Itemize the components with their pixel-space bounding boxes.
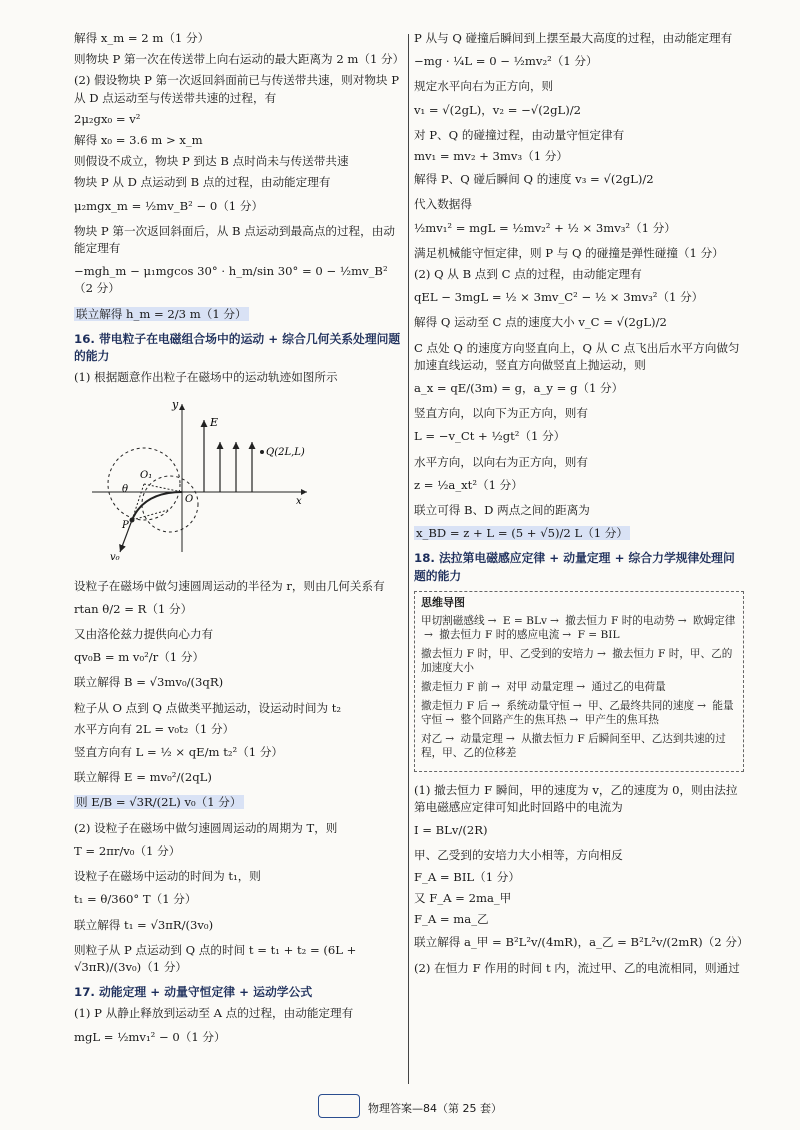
arrow-icon: → <box>491 680 500 693</box>
equation: 解得 Q 运动至 C 点的速度大小 v_C = √(2gL)/2 <box>414 315 667 330</box>
diagram-label: O <box>185 494 194 506</box>
mm-node: 撤走恒力 F 后 <box>421 699 489 712</box>
equation: 2μ₂gx₀ = v² <box>74 111 141 126</box>
diagram-label: E <box>210 416 219 430</box>
mm-node: E = BLv <box>502 614 547 627</box>
equation: F_A = ma_乙 <box>414 912 489 927</box>
text-line: 则物块 P 第一次在传送带上向右运动的最大距离为 2 m（1 分） <box>74 52 405 67</box>
text-line: 对 P、Q 的碰撞过程，由动量守恒定律有 <box>414 127 625 142</box>
equation: a_x = qE/(3m) = g，a_y = g（1 分） <box>414 381 624 396</box>
arrow-icon: → <box>505 732 515 745</box>
mm-node: 能量守恒 <box>421 699 734 726</box>
arrow-icon: → <box>569 713 579 726</box>
mind-map-row <box>421 614 737 642</box>
arrow-icon: → <box>549 614 559 627</box>
highlight: 联立解得 h_m = 2/3 m（1 分） <box>76 306 247 321</box>
equation: 联立解得 t₁ = √3πR/(3v₀) <box>74 917 214 932</box>
mm-node: 系统动量守恒 <box>506 699 570 712</box>
text-line: 规定水平向右为正方向，则 <box>414 79 554 94</box>
mm-node: 甲产生的焦耳热 <box>584 713 659 726</box>
arrow-icon: → <box>677 614 687 627</box>
text-line: 物块 P 第一次返回斜面后，从 B 点运动到最高点的过程，由动能定理有 <box>74 223 395 256</box>
text-line: P 从与 Q 碰撞后瞬间到上摆至最大高度的过程，由动能定理有 <box>414 31 733 45</box>
mm-node: 对乙 <box>421 732 443 745</box>
highlight: 则 E/B = √3R/(2L) v₀（1 分） <box>76 795 242 810</box>
mind-map-row <box>421 647 737 675</box>
publisher-logo <box>318 1094 360 1118</box>
diagram-label: Q(2L,L) <box>266 447 305 459</box>
diagram-label: O₁ <box>140 470 153 482</box>
equation: F_A = BIL（1 分） <box>414 869 520 884</box>
mm-node: 通过乙的电荷量 <box>591 680 666 693</box>
text-line: (2) Q 从 B 点到 C 点的过程，由动能定理有 <box>414 267 642 282</box>
text-line: (2) 设粒子在磁场中做匀速圆周运动的周期为 T，则 <box>74 820 338 835</box>
question-heading: 17. 动能定理 + 动量守恒定律 + 运动学公式 <box>74 985 313 1000</box>
equation: z = ½a_xt²（1 分） <box>414 477 523 492</box>
diagram-label: y <box>172 398 179 412</box>
text-line: 解得 x_m = 2 m（1 分） <box>74 31 210 45</box>
equation: ½mv₁² = mgL = ½mv₂² + ½ × 3mv₃²（1 分） <box>414 220 676 235</box>
text-line: 又由洛伦兹力提供向心力有 <box>74 627 214 642</box>
page-footer: 物理答案—84（第 25 套） <box>368 1102 502 1115</box>
diagram-label: P <box>122 520 129 532</box>
right-column <box>414 30 749 981</box>
mm-node: 动量定理 <box>460 732 503 745</box>
text-line: 水平方向有 2L = v₀t₂（1 分） <box>74 721 235 736</box>
equation: mgL = ½mv₁² − 0（1 分） <box>74 1029 226 1044</box>
trajectory-svg <box>82 392 312 562</box>
diagram-label: v₀ <box>110 552 120 563</box>
equation: T = 2πr/v₀（1 分） <box>74 843 181 858</box>
question-heading: 16. 带电粒子在电磁组合场中的运动 + 综合几何关系处理问题的能力 <box>74 331 401 364</box>
text-line: 甲、乙受到的安培力大小相等，方向相反 <box>414 848 623 863</box>
equation: 联立解得 E = mv₀²/(2qL) <box>74 770 212 785</box>
arrow-icon: → <box>487 614 497 627</box>
equation: 解得 P、Q 碰后瞬间 Q 的速度 v₃ = √(2gL)/2 <box>414 172 654 187</box>
equation: qEL − 3mgL = ½ × 3mv_C² − ½ × 3mv₃²（1 分） <box>414 290 704 305</box>
arrow-icon: → <box>445 713 455 726</box>
text-line: (1) 撤去恒力 F 瞬间，甲的速度为 v，乙的速度为 0，则由法拉第电磁感应定律可知此时回路中的电流为 <box>414 782 738 815</box>
mm-node: 甲、乙最终共同的速度 <box>588 699 695 712</box>
mm-node: F = BIL <box>577 628 620 641</box>
mm-node: 从撤去恒力 F 后瞬间至甲、乙达到共速的过程，甲、乙的位移差 <box>421 732 726 759</box>
column-divider <box>408 34 409 1084</box>
equation: rtan θ/2 = R（1 分） <box>74 601 193 616</box>
text-line: 满足机械能守恒定律，则 P 与 Q 的碰撞是弹性碰撞（1 分） <box>414 245 724 260</box>
equation: mv₁ = mv₂ + 3mv₃（1 分） <box>414 149 568 164</box>
diagram-label: x <box>296 496 302 508</box>
text-line: 设粒子在磁场中运动的时间为 t₁，则 <box>74 869 261 884</box>
mm-node: 撤去恒力 F 时，甲、乙的加速度大小 <box>421 647 733 674</box>
arrow-icon: → <box>697 699 706 712</box>
trajectory-diagram <box>82 392 404 567</box>
equation: qv₀B = m v₀²/r（1 分） <box>74 650 205 665</box>
result-line <box>414 525 744 542</box>
mm-node: 撤去恒力 F 时的感应电流 <box>439 628 560 641</box>
text-line: 联立可得 B、D 两点之间的距离为 <box>414 503 590 518</box>
mm-node: 撤去恒力 F 时，甲、乙受到的安培力 <box>421 647 594 660</box>
result-line: 则粒子从 P 点运动到 Q 点的时间 t = t₁ + t₂ = (6L + √3πR)/(3v₀)（1 分） <box>74 942 357 974</box>
equation: −mgh_m − μ₁mgcos 30° · h_m/sin 30° = 0 − ½mv_B²（2 分） <box>74 264 388 296</box>
mm-node: 对甲 动量定理 <box>506 680 574 693</box>
text-line: 解得 x₀ = 3.6 m > x_m <box>74 133 203 148</box>
text-line: (2) 在恒力 F 作用的时间 t 内，流过甲、乙的电流相同，则通过 <box>414 960 740 975</box>
question-heading: 18. 法拉第电磁感应定律 + 动量定理 + 综合力学规律处理问题的能力 <box>414 551 735 583</box>
text-line: C 点处 Q 的速度方向竖直向上，Q 从 C 点飞出后水平方向做匀加速直线运动，竖直方向做竖直上抛运动，则 <box>414 340 740 372</box>
result-line <box>74 794 404 811</box>
result-line <box>74 306 404 323</box>
mm-node: 整个回路产生的焦耳热 <box>460 713 567 726</box>
text-line: 粒子从 O 点到 Q 点做类平抛运动，设运动时间为 t₂ <box>74 700 342 715</box>
mind-map-row <box>421 680 737 694</box>
arrow-icon: → <box>572 699 582 712</box>
equation: μ₂mgx_m = ½mv_B² − 0（1 分） <box>74 198 264 213</box>
mm-node: 欧姆定律 <box>692 614 736 627</box>
equation: 又 F_A = 2ma_甲 <box>414 890 512 905</box>
text-line: (1) 根据题意作出粒子在磁场中的运动轨迹如图所示 <box>74 370 338 385</box>
arrow-icon: → <box>597 647 606 660</box>
point-p <box>130 518 135 523</box>
equation: t₁ = θ/360° T（1 分） <box>74 892 197 907</box>
arrow-icon: → <box>424 628 433 641</box>
text-line: 则假设不成立，物块 P 到达 B 点时尚未与传送带共速 <box>74 154 349 169</box>
point-q <box>260 450 264 454</box>
diagram-label: θ <box>122 484 129 496</box>
text-line: 水平方向，以向右为正方向，则有 <box>414 454 588 469</box>
mm-node: 撤去恒力 F 时的电动势 <box>565 614 675 627</box>
left-column <box>74 30 404 1054</box>
mind-map-row <box>421 732 737 760</box>
equation: I = BLv/(2R) <box>414 823 488 838</box>
mm-node: 撤走恒力 F 前 <box>421 680 489 693</box>
arrow-icon: → <box>562 628 572 641</box>
mind-map-title: 思维导图 <box>421 595 465 609</box>
text-line: 设粒子在磁场中做匀速圆周运动的半径为 r，则由几何关系有 <box>74 578 385 593</box>
text-line: (2) 假设物块 P 第一次返回斜面前已与传送带共速，则对物块 P 从 D 点运动至与传送带共速的过程，有 <box>74 73 400 105</box>
equation: 联立解得 B = √3mv₀/(3qR) <box>74 675 224 690</box>
text-line: 代入数据得 <box>414 197 472 212</box>
arrow-icon: → <box>576 680 586 693</box>
mm-node: 甲切割磁感线 <box>421 614 485 627</box>
arrow-icon: → <box>445 732 455 745</box>
equation: L = −v_Ct + ½gt²（1 分） <box>414 429 566 444</box>
mind-map-row <box>421 699 737 727</box>
equation: v₁ = √(2gL)，v₂ = −√(2gL)/2 <box>414 102 582 117</box>
text-line: (1) P 从静止释放到运动至 A 点的过程，由动能定理有 <box>74 1006 354 1021</box>
arrow-icon: → <box>491 699 500 712</box>
text-line: 竖直方向，以向下为正方向，则有 <box>414 406 588 421</box>
text-line: 物块 P 从 D 点运动到 B 点的过程，由动能定理有 <box>74 175 331 190</box>
mind-map <box>414 591 744 772</box>
equation: −mg · ¼L = 0 − ½mv₂²（1 分） <box>414 54 598 69</box>
highlight: x_BD = z + L = (5 + √5)/2 L（1 分） <box>416 526 628 541</box>
equation: 竖直方向有 L = ½ × qE/m t₂²（1 分） <box>74 745 284 760</box>
equation: 联立解得 a_甲 = B²L²v/(4mR)，a_乙 = B²L²v/(2mR)（2 分） <box>414 935 749 950</box>
